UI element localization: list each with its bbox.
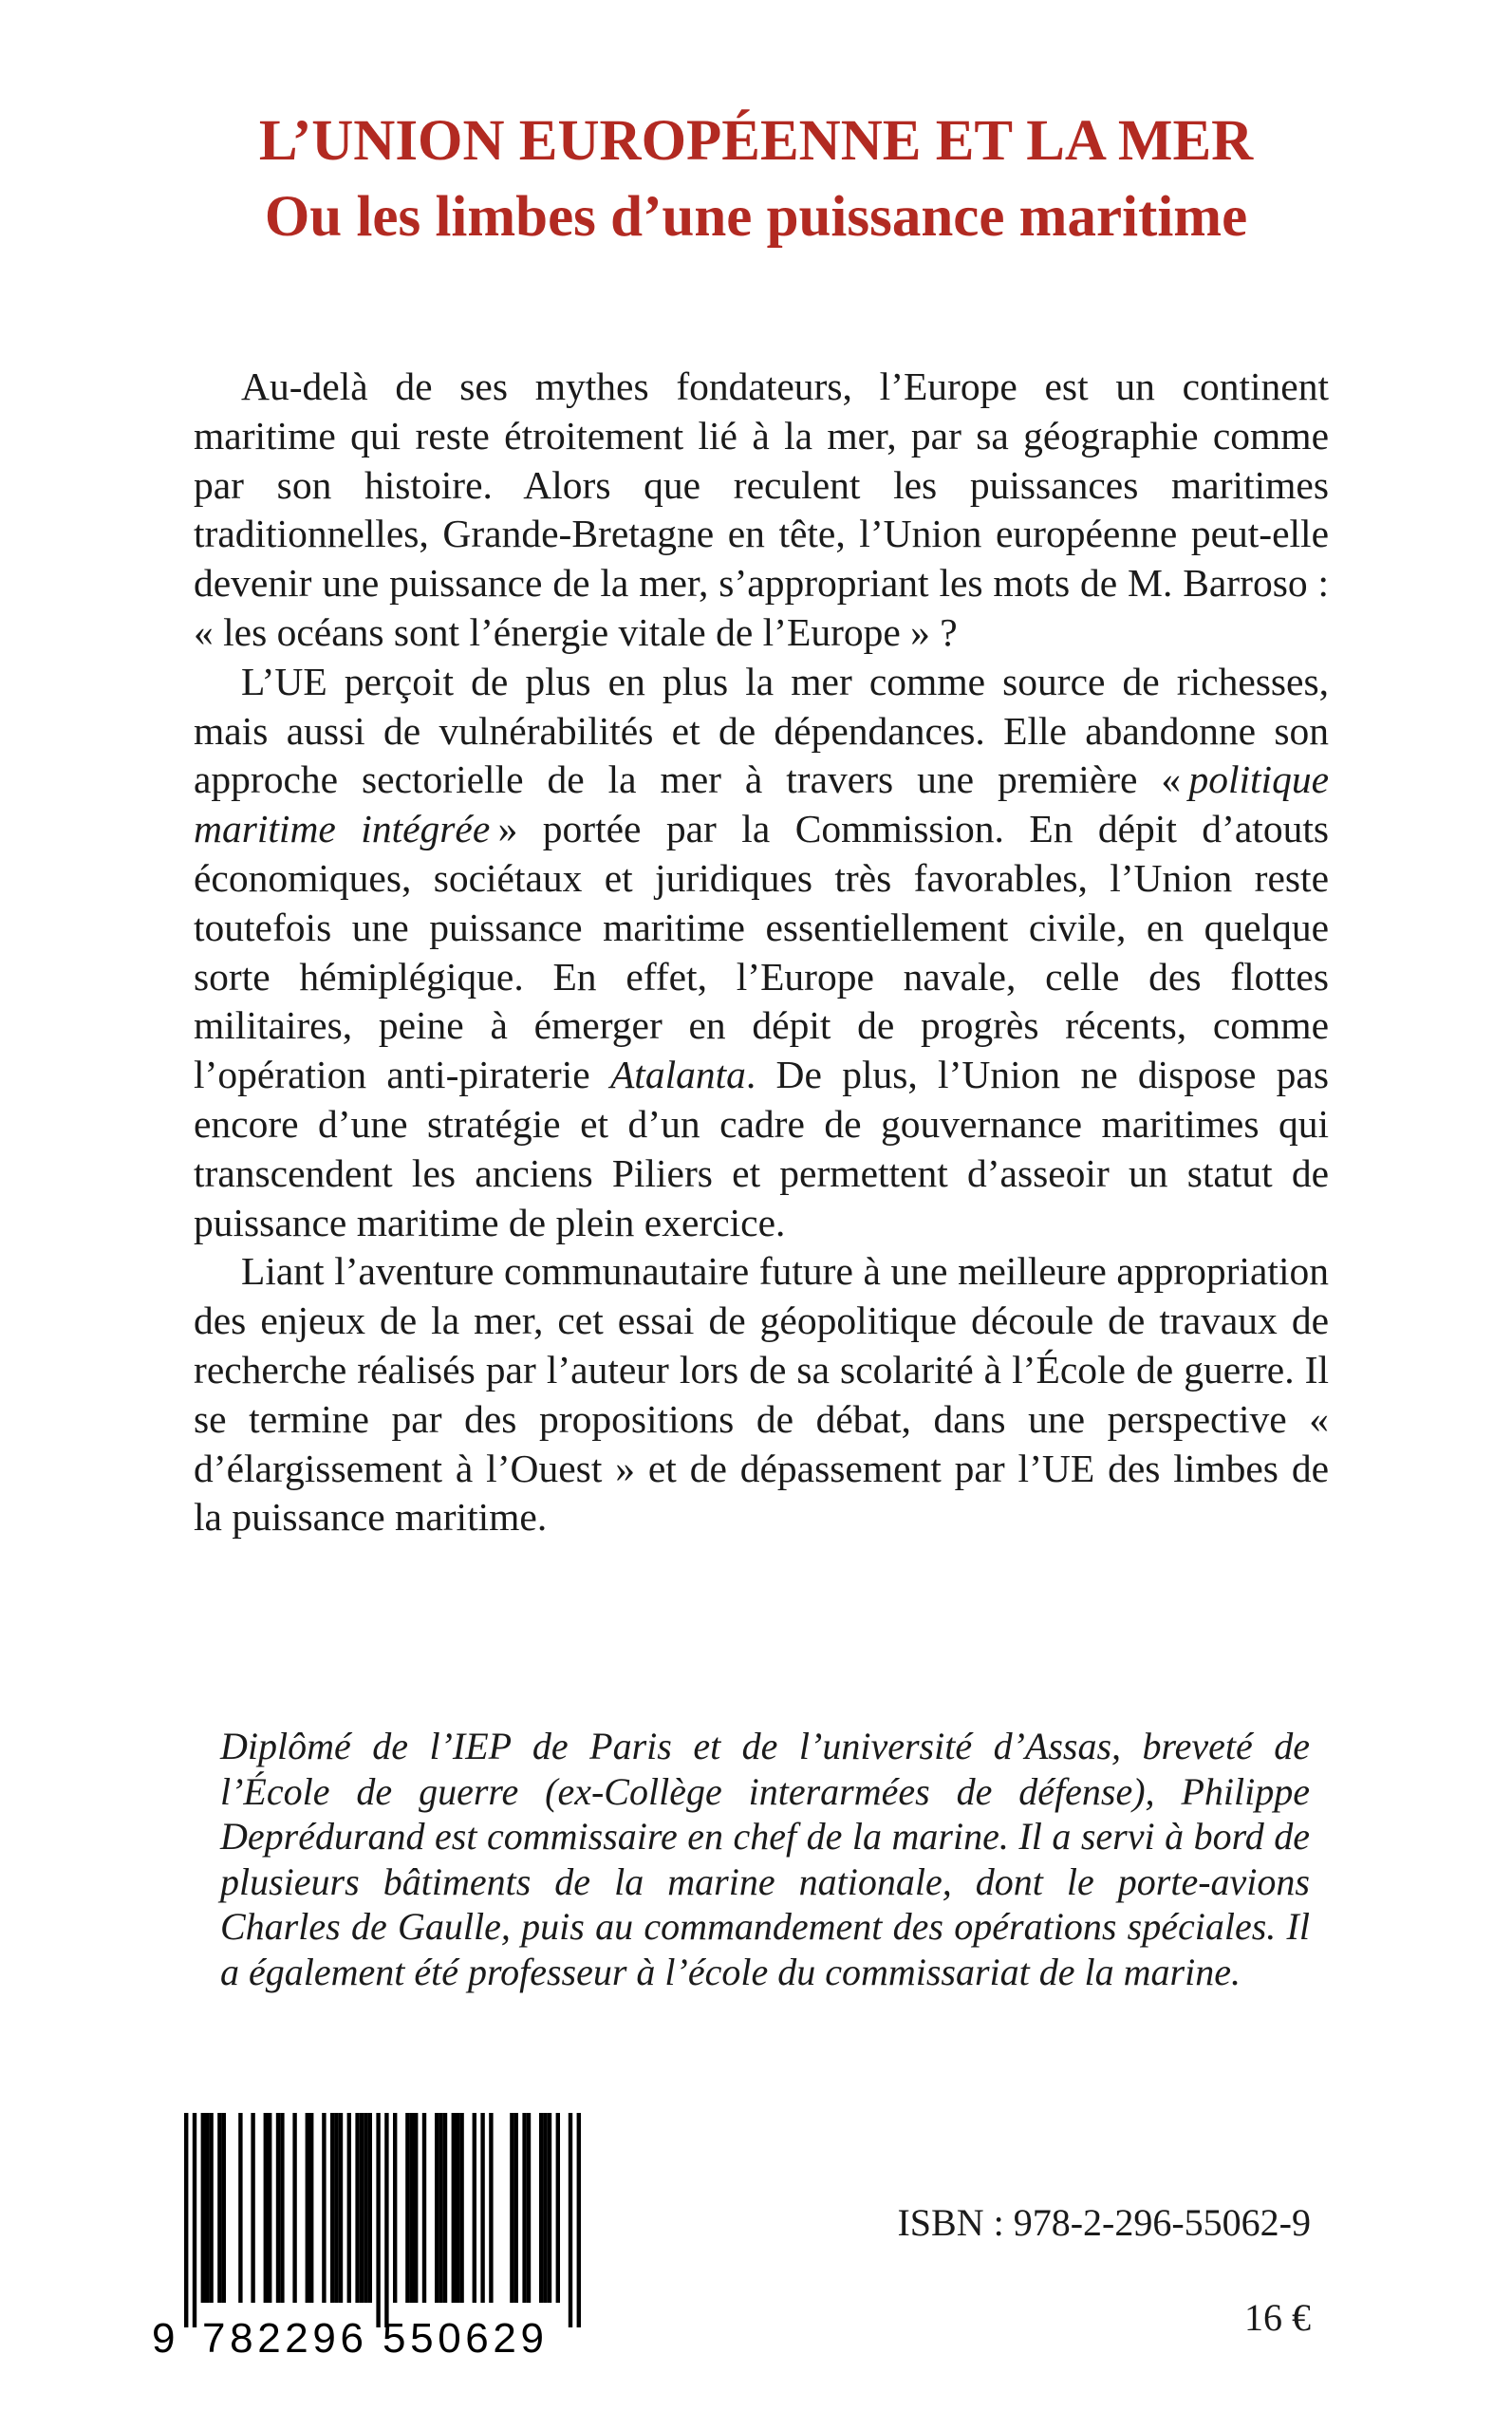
barcode-bar (184, 2113, 188, 2327)
barcode-bar (368, 2113, 372, 2303)
barcode-bar (569, 2113, 572, 2327)
barcode-image (140, 2105, 615, 2362)
barcode-bar (514, 2113, 518, 2303)
summary-p2-part-c: . De plus, l’Union ne dispose pas encore d’une stratégie et d’un cadre de gouvernance maritimes qui transcendent les anciens Piliers et permettent d’asseoir un statut de puissance maritime de plein exercice. (194, 1053, 1329, 1244)
barcode-bar (280, 2113, 284, 2303)
barcode-bar (577, 2113, 581, 2327)
barcode-bar (443, 2113, 447, 2303)
barcode-bar (201, 2113, 205, 2303)
barcode-bar (276, 2113, 280, 2303)
barcode-bar (309, 2113, 313, 2303)
barcode-bar (473, 2113, 476, 2303)
barcode-bar (330, 2113, 334, 2303)
barcode-bar (238, 2113, 242, 2303)
book-title: L’UNION EUROPÉENNE ET LA MER (258, 109, 1254, 173)
barcode-bar (459, 2113, 463, 2303)
barcode-bar (334, 2113, 338, 2303)
barcode-bar (456, 2113, 459, 2303)
summary-paragraph-3: Liant l’aventure communautaire future à une meilleure appropriation des enjeux de la mer, cet essai de géopolitique découle de travaux de recherche réalisés par l’auteur lors de sa scolarité à l’École de guerre. Il se termine par des propositions de débat, dans une perspective « d’élargissement à l’Ouest » et de dépassement par l’UE des limbes de la puissance maritime. (194, 1249, 1329, 1540)
barcode-bar (347, 2113, 351, 2303)
barcode-digit-first: 9 (152, 2315, 176, 2362)
barcode-bar (268, 2113, 271, 2303)
barcode-bar (543, 2113, 547, 2303)
barcode-digits-left: 782296 (202, 2315, 364, 2362)
barcode-digits-right: 550629 (383, 2315, 544, 2362)
barcode-bar (264, 2113, 268, 2303)
barcode-bar (539, 2113, 543, 2303)
barcode-bar (489, 2113, 493, 2303)
barcode-bar (405, 2113, 409, 2303)
barcode-bar (355, 2113, 359, 2303)
barcode-bar (480, 2113, 484, 2303)
barcode (140, 2105, 615, 2362)
barcode-bar (439, 2113, 442, 2303)
barcode-bar (414, 2113, 418, 2303)
book-subtitle: Ou les limbes d’une puissance maritime (264, 185, 1248, 249)
barcode-bar (292, 2113, 296, 2303)
summary-p2-part-b: » portée par la Commission. En dépit d’atouts économiques, sociétaux et juridiques très favorables, l’Union reste toutefois une puissance maritime essentiellement civile, en quelque sorte hémiplégique. En effet, l’Europe navale, celle des flottes militaires, peine à émerger en dépit de progrès récents, comme l’opération anti-piraterie (194, 807, 1329, 1097)
barcode-bar (205, 2113, 209, 2303)
barcode-bar (527, 2113, 531, 2303)
barcode-bar (376, 2113, 380, 2327)
barcode-bar (306, 2113, 309, 2303)
barcode-bar (360, 2113, 364, 2303)
barcode-bar (364, 2113, 367, 2303)
author-bio: Diplômé de l’IEP de Paris et de l’université d’Assas, breveté de l’École de guerre (ex-Collège interarmées de défense), Philippe Deprédurand est commissaire en chef de la marine. Il a servi à bord de plusieurs bâtiments de la marine nationale, dont le porte-avions Charles de Gaulle, puis au commandement des opérations spéciales. Il a également été professeur à l’école du commissariat de la marine. (220, 1725, 1310, 1993)
barcode-bar (384, 2113, 388, 2327)
barcode-bar (548, 2113, 551, 2303)
isbn-label: ISBN : 978-2-296-55062-9 (897, 2201, 1311, 2244)
barcode-bar (322, 2113, 326, 2303)
barcode-bar (393, 2113, 397, 2303)
barcode-bar (251, 2113, 254, 2303)
summary-p2-italic-1: politique maritime intégrée (194, 757, 1329, 851)
barcode-bar (422, 2113, 426, 2303)
summary-text (194, 363, 1329, 1542)
barcode-bar (193, 2113, 196, 2327)
barcode-bar (339, 2113, 343, 2303)
barcode-bar (452, 2113, 456, 2303)
summary-p2-italic-2: Atalanta (609, 1053, 746, 1097)
barcode-bar (556, 2113, 560, 2303)
summary-p2-part-a: L’UE perçoit de plus en plus la mer comme source de richesses, mais aussi de vulnérabilités et de dépendances. Elle abandonne son approche sectorielle de la mer à travers une première « (194, 659, 1329, 802)
barcode-bar (522, 2113, 526, 2303)
barcode-bar (209, 2113, 213, 2303)
barcode-bar (217, 2113, 221, 2303)
barcode-bar (222, 2113, 226, 2303)
summary-paragraph-2 (194, 658, 1329, 1248)
summary-paragraph-1: Au-delà de ses mythes fondateurs, l’Europe est un continent maritime qui reste étroitement lié à la mer, par sa géographie comme par son histoire. Alors que reculent les puissances maritimes traditionnelles, Grande-Bretagne en tête, l’Union européenne peut-elle devenir une puissance de la mer, s’appropriant les mots de M. Barroso : « les océans sont l’énergie vitale de l’Europe » ? (194, 364, 1329, 654)
barcode-bar (510, 2113, 513, 2303)
barcode-bar (410, 2113, 414, 2303)
price-label: 16 € (1244, 2296, 1311, 2339)
barcode-bar (435, 2113, 439, 2303)
